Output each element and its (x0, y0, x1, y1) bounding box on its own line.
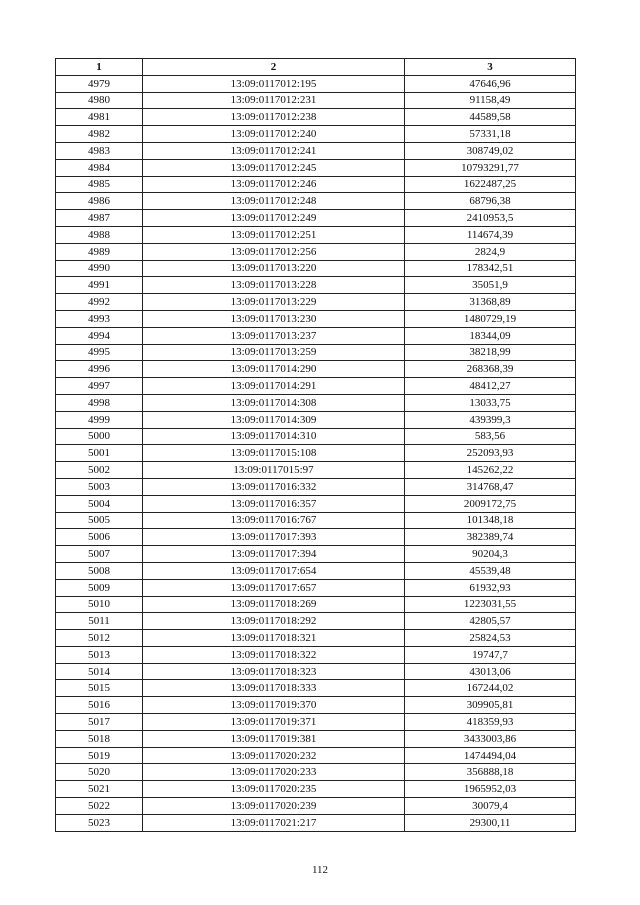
value-cell: 35051,9 (405, 277, 576, 294)
cadastral-number-cell: 13:09:0117017:657 (143, 579, 405, 596)
row-number-cell: 5008 (56, 562, 143, 579)
table-row (56, 210, 576, 227)
table-row (56, 714, 576, 731)
cadastral-number-cell: 13:09:0117015:97 (143, 462, 405, 479)
cadastral-number-cell: 13:09:0117017:394 (143, 546, 405, 563)
row-number-cell: 5023 (56, 814, 143, 831)
cadastral-number-cell: 13:09:0117013:230 (143, 310, 405, 327)
table-row (56, 92, 576, 109)
table-row (56, 361, 576, 378)
cadastral-number-cell: 13:09:0117014:308 (143, 394, 405, 411)
table-row (56, 428, 576, 445)
header-row (56, 59, 576, 76)
cadastral-number-cell: 13:09:0117012:238 (143, 109, 405, 126)
cadastral-number-cell: 13:09:0117012:240 (143, 126, 405, 143)
table-row (56, 630, 576, 647)
table-row (56, 411, 576, 428)
column-header-1: 1 (56, 59, 143, 76)
table-row (56, 478, 576, 495)
value-cell: 439399,3 (405, 411, 576, 428)
value-cell: 145262,22 (405, 462, 576, 479)
table-row (56, 579, 576, 596)
row-number-cell: 5005 (56, 512, 143, 529)
value-cell: 268368,39 (405, 361, 576, 378)
cadastral-number-cell: 13:09:0117018:292 (143, 613, 405, 630)
cadastral-number-cell: 13:09:0117016:332 (143, 478, 405, 495)
cadastral-number-cell: 13:09:0117016:357 (143, 495, 405, 512)
value-cell: 90204,3 (405, 546, 576, 563)
row-number-cell: 4989 (56, 243, 143, 260)
row-number-cell: 4995 (56, 344, 143, 361)
cadastral-number-cell: 13:09:0117014:310 (143, 428, 405, 445)
row-number-cell: 4990 (56, 260, 143, 277)
cadastral-number-cell: 13:09:0117015:108 (143, 445, 405, 462)
cadastral-number-cell: 13:09:0117019:370 (143, 697, 405, 714)
table-row (56, 495, 576, 512)
value-cell: 356888,18 (405, 764, 576, 781)
row-number-cell: 4980 (56, 92, 143, 109)
row-number-cell: 4983 (56, 142, 143, 159)
value-cell: 167244,02 (405, 680, 576, 697)
cadastral-number-cell: 13:09:0117016:767 (143, 512, 405, 529)
cadastral-number-cell: 13:09:0117013:259 (143, 344, 405, 361)
cadastral-number-cell: 13:09:0117013:237 (143, 327, 405, 344)
cadastral-number-cell: 13:09:0117013:229 (143, 294, 405, 311)
cadastral-number-cell: 13:09:0117014:291 (143, 378, 405, 395)
table-header (56, 59, 576, 76)
table-row (56, 277, 576, 294)
row-number-cell: 4985 (56, 176, 143, 193)
table-row (56, 109, 576, 126)
value-cell: 252093,93 (405, 445, 576, 462)
row-number-cell: 4988 (56, 226, 143, 243)
value-cell: 3433003,86 (405, 730, 576, 747)
row-number-cell: 5019 (56, 747, 143, 764)
cadastral-number-cell: 13:09:0117018:322 (143, 646, 405, 663)
table-row (56, 378, 576, 395)
row-number-cell: 5003 (56, 478, 143, 495)
table-row (56, 310, 576, 327)
column-header-3: 3 (405, 59, 576, 76)
cadastral-number-cell: 13:09:0117012:248 (143, 193, 405, 210)
value-cell: 309905,81 (405, 697, 576, 714)
cadastral-number-cell: 13:09:0117012:256 (143, 243, 405, 260)
value-cell: 91158,49 (405, 92, 576, 109)
cadastral-number-cell: 13:09:0117013:228 (143, 277, 405, 294)
row-number-cell: 4986 (56, 193, 143, 210)
value-cell: 382389,74 (405, 529, 576, 546)
cadastral-number-cell: 13:09:0117017:393 (143, 529, 405, 546)
table-row (56, 814, 576, 831)
value-cell: 2009172,75 (405, 495, 576, 512)
row-number-cell: 5001 (56, 445, 143, 462)
row-number-cell: 5009 (56, 579, 143, 596)
page-number: 112 (311, 864, 329, 876)
data-table (55, 58, 576, 832)
cadastral-number-cell: 13:09:0117020:232 (143, 747, 405, 764)
table-row (56, 294, 576, 311)
value-cell: 13033,75 (405, 394, 576, 411)
table-row (56, 747, 576, 764)
cadastral-number-cell: 13:09:0117019:381 (143, 730, 405, 747)
value-cell: 1965952,03 (405, 781, 576, 798)
cadastral-number-cell: 13:09:0117020:233 (143, 764, 405, 781)
cadastral-number-cell: 13:09:0117013:220 (143, 260, 405, 277)
cadastral-number-cell: 13:09:0117012:249 (143, 210, 405, 227)
row-number-cell: 4999 (56, 411, 143, 428)
cadastral-number-cell: 13:09:0117012:251 (143, 226, 405, 243)
cadastral-number-cell: 13:09:0117020:239 (143, 798, 405, 815)
row-number-cell: 4998 (56, 394, 143, 411)
table-row (56, 646, 576, 663)
table-row (56, 445, 576, 462)
table-row (56, 462, 576, 479)
row-number-cell: 5016 (56, 697, 143, 714)
value-cell: 31368,89 (405, 294, 576, 311)
table-row (56, 159, 576, 176)
row-number-cell: 5002 (56, 462, 143, 479)
cadastral-number-cell: 13:09:0117018:323 (143, 663, 405, 680)
row-number-cell: 4984 (56, 159, 143, 176)
table-row (56, 781, 576, 798)
cadastral-number-cell: 13:09:0117018:269 (143, 596, 405, 613)
row-number-cell: 5021 (56, 781, 143, 798)
row-number-cell: 5011 (56, 613, 143, 630)
value-cell: 25824,53 (405, 630, 576, 647)
row-number-cell: 5022 (56, 798, 143, 815)
row-number-cell: 5014 (56, 663, 143, 680)
row-number-cell: 5015 (56, 680, 143, 697)
table-row (56, 680, 576, 697)
cadastral-number-cell: 13:09:0117012:195 (143, 75, 405, 92)
row-number-cell: 4987 (56, 210, 143, 227)
row-number-cell: 4982 (56, 126, 143, 143)
value-cell: 114674,39 (405, 226, 576, 243)
cadastral-number-cell: 13:09:0117014:309 (143, 411, 405, 428)
value-cell: 68796,38 (405, 193, 576, 210)
value-cell: 101348,18 (405, 512, 576, 529)
value-cell: 18344,09 (405, 327, 576, 344)
row-number-cell: 5018 (56, 730, 143, 747)
table-row (56, 730, 576, 747)
row-number-cell: 4993 (56, 310, 143, 327)
row-number-cell: 5006 (56, 529, 143, 546)
value-cell: 47646,96 (405, 75, 576, 92)
value-cell: 1474494,04 (405, 747, 576, 764)
row-number-cell: 5004 (56, 495, 143, 512)
row-number-cell: 5000 (56, 428, 143, 445)
row-number-cell: 5017 (56, 714, 143, 731)
row-number-cell: 4992 (56, 294, 143, 311)
table-row (56, 394, 576, 411)
value-cell: 48412,27 (405, 378, 576, 395)
cadastral-number-cell: 13:09:0117017:654 (143, 562, 405, 579)
table-row (56, 193, 576, 210)
value-cell: 1480729,19 (405, 310, 576, 327)
table-row (56, 327, 576, 344)
value-cell: 314768,47 (405, 478, 576, 495)
value-cell: 178342,51 (405, 260, 576, 277)
cadastral-number-cell: 13:09:0117021:217 (143, 814, 405, 831)
value-cell: 10793291,77 (405, 159, 576, 176)
row-number-cell: 4991 (56, 277, 143, 294)
value-cell: 19747,7 (405, 646, 576, 663)
row-number-cell: 5010 (56, 596, 143, 613)
value-cell: 308749,02 (405, 142, 576, 159)
value-cell: 418359,93 (405, 714, 576, 731)
row-number-cell: 4997 (56, 378, 143, 395)
cadastral-number-cell: 13:09:0117012:241 (143, 142, 405, 159)
value-cell: 2824,9 (405, 243, 576, 260)
table-row (56, 344, 576, 361)
row-number-cell: 5013 (56, 646, 143, 663)
column-header-2: 2 (143, 59, 405, 76)
cadastral-number-cell: 13:09:0117020:235 (143, 781, 405, 798)
table-row (56, 798, 576, 815)
table-row (56, 546, 576, 563)
cadastral-number-cell: 13:09:0117012:246 (143, 176, 405, 193)
table-row (56, 226, 576, 243)
value-cell: 43013,06 (405, 663, 576, 680)
row-number-cell: 5007 (56, 546, 143, 563)
table-row (56, 243, 576, 260)
cadastral-number-cell: 13:09:0117019:371 (143, 714, 405, 731)
cadastral-number-cell: 13:09:0117012:231 (143, 92, 405, 109)
table-row (56, 663, 576, 680)
table-row (56, 176, 576, 193)
table-row (56, 260, 576, 277)
table-row (56, 596, 576, 613)
value-cell: 44589,58 (405, 109, 576, 126)
table-row (56, 529, 576, 546)
value-cell: 1223031,55 (405, 596, 576, 613)
table-row (56, 142, 576, 159)
value-cell: 1622487,25 (405, 176, 576, 193)
value-cell: 38218,99 (405, 344, 576, 361)
table-row (56, 764, 576, 781)
cadastral-number-cell: 13:09:0117018:333 (143, 680, 405, 697)
row-number-cell: 4981 (56, 109, 143, 126)
cadastral-number-cell: 13:09:0117012:245 (143, 159, 405, 176)
value-cell: 29300,11 (405, 814, 576, 831)
row-number-cell: 5020 (56, 764, 143, 781)
table-row (56, 75, 576, 92)
table-row (56, 562, 576, 579)
cadastral-number-cell: 13:09:0117014:290 (143, 361, 405, 378)
row-number-cell: 4979 (56, 75, 143, 92)
value-cell: 2410953,5 (405, 210, 576, 227)
row-number-cell: 5012 (56, 630, 143, 647)
value-cell: 583,56 (405, 428, 576, 445)
table-row (56, 512, 576, 529)
table-row (56, 697, 576, 714)
value-cell: 42805,57 (405, 613, 576, 630)
table-row (56, 613, 576, 630)
cadastral-number-cell: 13:09:0117018:321 (143, 630, 405, 647)
table-row (56, 126, 576, 143)
value-cell: 30079,4 (405, 798, 576, 815)
row-number-cell: 4996 (56, 361, 143, 378)
row-number-cell: 4994 (56, 327, 143, 344)
value-cell: 57331,18 (405, 126, 576, 143)
table-body (56, 75, 576, 831)
value-cell: 45539,48 (405, 562, 576, 579)
value-cell: 61932,93 (405, 579, 576, 596)
